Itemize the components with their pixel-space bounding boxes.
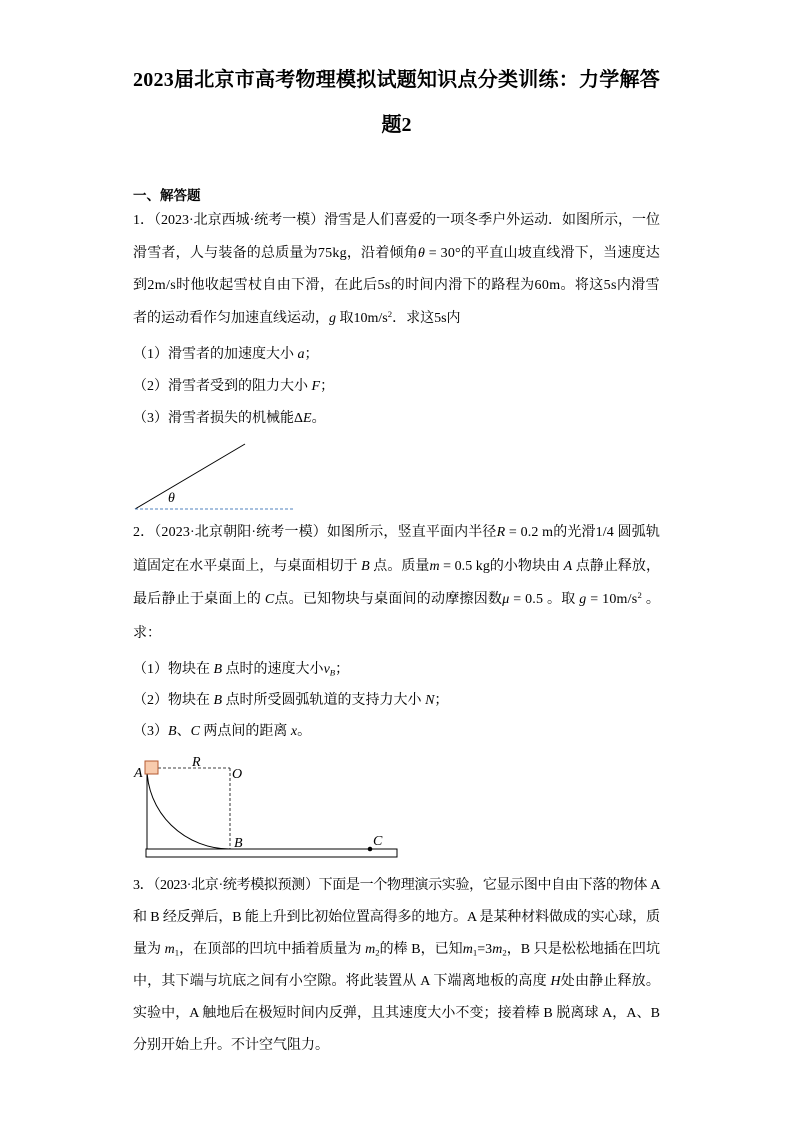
question-stem-line	[133, 205, 660, 238]
subscript: 2	[502, 947, 507, 958]
text-run: 点静止释放，	[572, 558, 660, 574]
variable-symbol: θ	[417, 245, 426, 261]
text-run: ，在顶部的凹坑中插着质量为	[179, 942, 366, 957]
line-content	[133, 626, 161, 641]
question-stem-line	[133, 238, 660, 271]
variable-symbol: x	[290, 724, 298, 739]
math-expression: = 10m/s	[586, 592, 638, 607]
text-run: 分别开始上升。不计空气阻力。	[133, 1038, 329, 1053]
text-run: 实验中，A 触地后在极短时间内反弹，且其速度大小不变；接着棒 B 脱离球 A，A、B	[133, 1006, 660, 1021]
quarter-arc-track	[147, 768, 230, 849]
text-run: ，沿着倾角	[346, 245, 418, 261]
variable-symbol: m	[462, 942, 473, 957]
text-run: （1）物块在	[133, 662, 214, 677]
math-expression: = 0.5	[509, 592, 544, 607]
text-run: 中，其下端与坑底之间有小空隙。将此装置从 A 下端离地板的高度	[133, 974, 551, 989]
math-expression: 5s	[434, 310, 447, 326]
math-expression: 2m/s	[147, 278, 177, 293]
subscript: B	[329, 667, 336, 678]
text-run: （3）滑雪者损失的机械能	[133, 411, 294, 426]
math-expression: Δ	[294, 411, 304, 426]
text-run: 。取	[543, 592, 580, 607]
text-run: ；	[434, 693, 449, 708]
subscript: 1	[472, 947, 478, 958]
label-c: C	[373, 834, 383, 849]
text-run: 取	[336, 310, 354, 326]
variable-symbol: N	[425, 693, 435, 708]
line-content	[133, 347, 319, 362]
text-run: 点。质量	[369, 558, 430, 574]
text-run: 道固定在水平桌面上，与桌面相切于	[133, 558, 362, 574]
subquestion-line	[133, 716, 660, 747]
variable-symbol: C	[264, 592, 275, 607]
label-o: O	[232, 767, 243, 782]
question-2-stem	[133, 516, 660, 650]
text-run: 的平直山坡直线滑下，当速度达	[460, 245, 661, 261]
math-expression: = 30°	[425, 245, 461, 261]
text-run: 的时间内滑下的路程为	[390, 278, 535, 293]
line-content	[133, 1038, 329, 1053]
line-content	[133, 308, 461, 326]
title-text: 2023届北京市高考物理模拟试题知识点分类训练：力学解答	[133, 69, 660, 91]
superscript: 2	[637, 590, 643, 601]
incline-figure	[130, 440, 300, 515]
question-stem-line	[133, 998, 660, 1030]
arc-track-figure	[130, 750, 405, 862]
question-stem-line	[133, 966, 660, 998]
text-run: =3	[477, 942, 493, 957]
line-content	[133, 910, 660, 925]
text-run: 。	[642, 592, 661, 607]
label-a: A	[134, 766, 143, 781]
text-run: 3．（2023·北京·统考模拟预测）下面是一个物理演示实验，它显示图中自由下落的物体 A	[133, 878, 660, 893]
text-run: 的小物块由	[489, 558, 564, 574]
subquestion-line	[133, 339, 660, 371]
text-run: 的光滑1/4 圆弧轨	[553, 525, 660, 540]
text-run: 处由静止释放。	[560, 974, 660, 989]
math-expression: 10m/s	[353, 310, 388, 326]
question-stem-line	[133, 550, 660, 584]
question-stem-line	[133, 902, 660, 934]
variable-symbol: B	[361, 558, 370, 574]
text-run: 内滑雪	[616, 278, 661, 293]
text-run: 和 B 经反弹后，B 能上升到比初始位置高得多的地方。A 是某种材料做成的实心球，质	[133, 910, 660, 925]
text-run: 2．（2023·北京朝阳·统考一模）如图所示，竖直平面内半径	[133, 525, 497, 540]
text-run: 点时的速度大小	[222, 662, 324, 677]
question-stem-line	[133, 516, 660, 550]
question-stem-line	[133, 617, 660, 651]
text-run: 到	[133, 278, 148, 293]
variable-symbol: R	[496, 525, 506, 540]
line-content	[133, 693, 448, 708]
subscript: 2	[375, 947, 380, 958]
line-content	[133, 1006, 660, 1021]
text-run: 、	[176, 724, 191, 739]
question-1-stem	[133, 205, 660, 335]
label-b: B	[234, 836, 243, 851]
text-run: ；	[335, 662, 350, 677]
line-content	[133, 662, 349, 677]
text-run: 两点间的距离	[199, 724, 291, 739]
variable-symbol: B	[168, 724, 177, 739]
text-run: 。	[297, 724, 312, 739]
line-content	[133, 278, 660, 293]
text-run: 1．（2023·北京西城·统考一模）滑雪是人们喜爱的一项冬季户外运动．如图所示，一位	[133, 213, 660, 228]
variable-symbol: g	[329, 310, 336, 326]
subquestion-line	[133, 371, 660, 403]
variable-symbol: A	[563, 558, 573, 574]
variable-symbol: μ	[502, 592, 510, 607]
text-run: ．求这	[392, 310, 435, 326]
variable-symbol: C	[190, 724, 200, 739]
variable-symbol: F	[311, 379, 321, 394]
text-run: 滑雪者，人与装备的总质量为	[133, 245, 318, 261]
variable-symbol: B	[213, 693, 223, 708]
line-content	[133, 942, 660, 957]
math-expression: 5s	[603, 278, 617, 293]
text-run: （3）	[133, 724, 168, 739]
text-run: 点时所受圆弧轨道的支持力大小	[222, 693, 426, 708]
question-stem-line	[133, 303, 660, 336]
text-run: ；	[304, 347, 319, 362]
line-content	[133, 246, 660, 261]
math-expression: 60m	[534, 278, 561, 293]
text-run: 求：	[133, 625, 161, 641]
line-content	[133, 559, 660, 574]
question-stem-line	[133, 870, 660, 902]
subquestion-line	[133, 403, 660, 435]
question-2-subquestions	[133, 654, 660, 747]
question-stem-line	[133, 934, 660, 966]
line-content	[133, 525, 660, 540]
text-run: 者的运动看作匀加速直线运动，	[133, 310, 329, 326]
text-run: （2）滑雪者受到的阻力大小	[133, 379, 312, 394]
variable-symbol: H	[550, 974, 561, 989]
point-c-dot	[368, 847, 373, 852]
question-stem-line	[133, 1030, 660, 1062]
text-run: ；	[320, 379, 335, 394]
math-expression: 5s	[377, 278, 391, 293]
line-content	[133, 379, 334, 394]
question-stem-line	[133, 583, 660, 617]
document-title-line	[133, 103, 660, 148]
variable-symbol: m	[492, 942, 503, 957]
variable-symbol: v	[323, 662, 330, 677]
text-run: 点。已知物块与桌面间的动摩擦因数	[274, 592, 503, 607]
document-title	[133, 58, 660, 148]
text-run: 量为	[133, 942, 165, 957]
subscript: 1	[174, 947, 180, 958]
text-run: （2）物块在	[133, 693, 214, 708]
table-surface	[146, 849, 397, 857]
variable-symbol: B	[213, 662, 223, 677]
line-content	[133, 878, 660, 893]
text-run: 。将这	[560, 278, 604, 293]
label-r: R	[192, 755, 201, 770]
line-content	[133, 592, 660, 607]
document-title-line	[133, 58, 660, 103]
math-expression: = 0.5 kg	[439, 558, 490, 574]
subquestion-line	[133, 685, 660, 716]
text-run: 最后静止于桌面上的	[133, 592, 265, 607]
variable-symbol: a	[297, 347, 305, 362]
text-run: 时他收起雪杖自由下滑，在此后	[176, 278, 378, 293]
variable-symbol: E	[303, 411, 312, 426]
line-content	[133, 724, 311, 739]
question-3-stem	[133, 870, 660, 1062]
math-expression: 75kg	[317, 245, 347, 261]
question-1-subquestions	[133, 339, 660, 435]
line-content	[133, 213, 660, 228]
angle-theta-label: θ	[168, 491, 175, 506]
math-expression: = 0.2 m	[505, 525, 554, 540]
question-stem-line	[133, 270, 660, 303]
line-content	[133, 411, 326, 426]
text-run: 的棒 B，已知	[379, 942, 463, 957]
variable-symbol: g	[579, 592, 587, 607]
block-a	[145, 761, 158, 774]
variable-symbol: m	[365, 942, 376, 957]
text-run: ，B 只是松松地插在凹坑	[506, 942, 660, 957]
variable-symbol: m	[164, 942, 175, 957]
line-content	[133, 974, 660, 989]
superscript: 2	[387, 308, 393, 319]
variable-symbol: m	[429, 558, 440, 574]
text-run: 内	[446, 310, 461, 326]
section-heading: 一、解答题	[133, 188, 201, 203]
text-run: 。	[311, 411, 326, 426]
incline-line	[135, 444, 245, 509]
title-text: 题2	[381, 114, 412, 136]
text-run: （1）滑雪者的加速度大小	[133, 347, 298, 362]
subquestion-line	[133, 654, 660, 685]
